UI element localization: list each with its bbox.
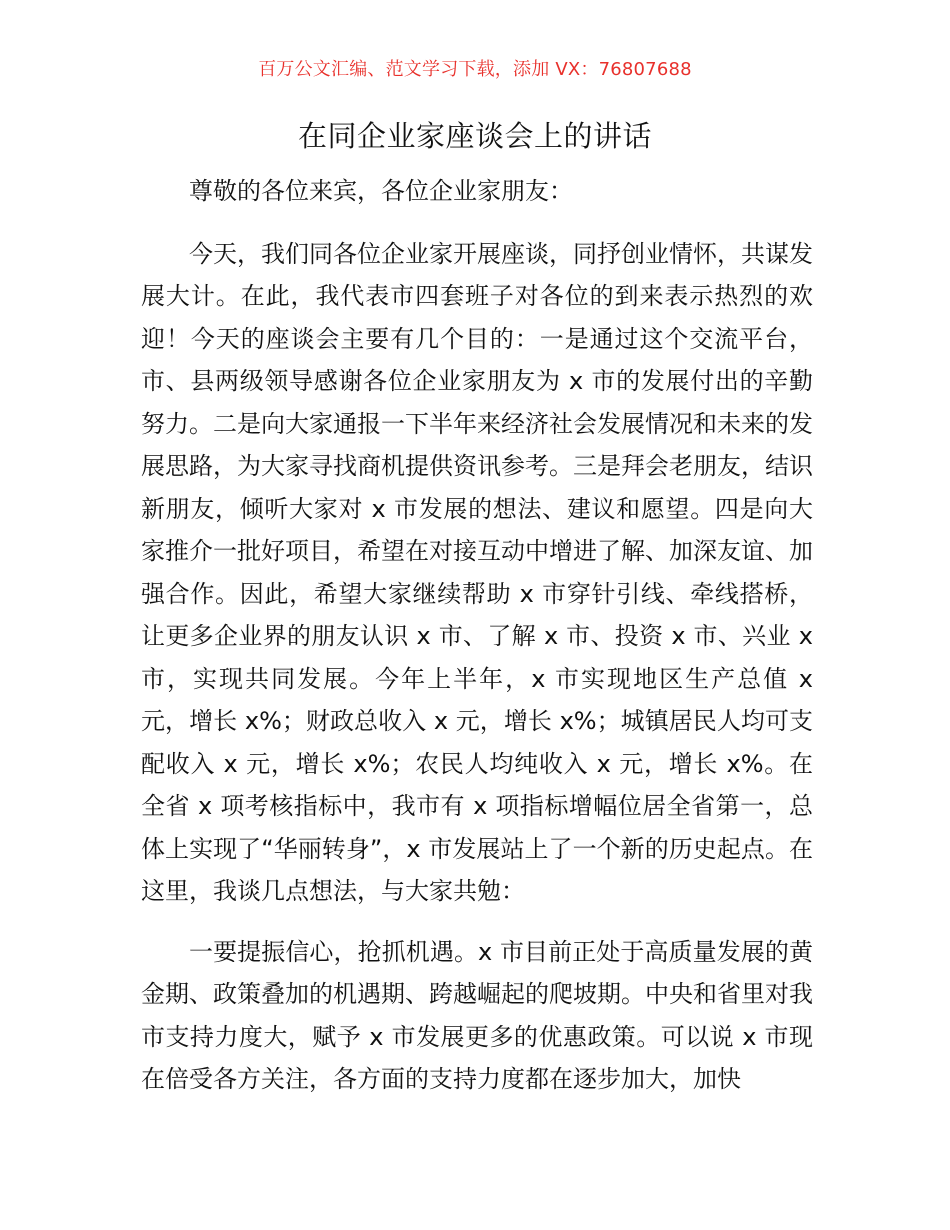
- header-banner: 百万公文汇编、范文学习下载，添加 VX：76807688: [258, 59, 692, 80]
- paragraph-1: 今天，我们同各位企业家开展座谈，同抒创业情怀，共谋发展大计。在此，我代表市四套班子对各位的到来表示热烈的欢迎！今天的座谈会主要有几个目的：一是通过这个交流平台，市、县两级领导感谢各位企业家朋友为 x 市的发展付出的辛勤努力。二是向大家通报一下半年来经济社会发展情况和未来的发展思路，为大家寻找商机提供资讯参考。三是拜会老朋友，结识新朋友，倾听大家对 x 市发展的想法、建议和愿望。四是向大家推介一批好项目，希望在对接互动中增进了解、加深友谊、加强合作。因此，希望大家继续帮助 x 市穿针引线、牵线搭桥，让更多企业界的朋友认识 x 市、了解 x 市、投资 x 市、兴业 x 市，实现共同发展。今年上半年，x 市实现地区生产总值 x 元，增长 x%；财政总收入 x 元，增长 x%；城镇居民人均可支配收入 x 元，增长 x%；农民人均纯收入 x 元，增长 x%。在全省 x 项考核指标中，我市有 x 项指标增幅位居全省第一，总体上实现了“华丽转身”，x 市发展站上了一个新的历史起点。在这里，我谈几点想法，与大家共勉：: [141, 239, 813, 905]
- paragraph-2: 一要提振信心，抢抓机遇。x 市目前正处于高质量发展的黄金期、政策叠加的机遇期、跨越崛起的爬坡期。中央和省里对我市支持力度大，赋予 x 市发展更多的优惠政策。可以说 x 市现在倍受各方关注，各方面的支持力度都在逐步加大，加快: [141, 937, 813, 1093]
- document-body: [141, 170, 813, 1119]
- salutation: 尊敬的各位来宾，各位企业家朋友：: [189, 177, 573, 205]
- document-title: 在同企业家座谈会上的讲话: [297, 119, 652, 153]
